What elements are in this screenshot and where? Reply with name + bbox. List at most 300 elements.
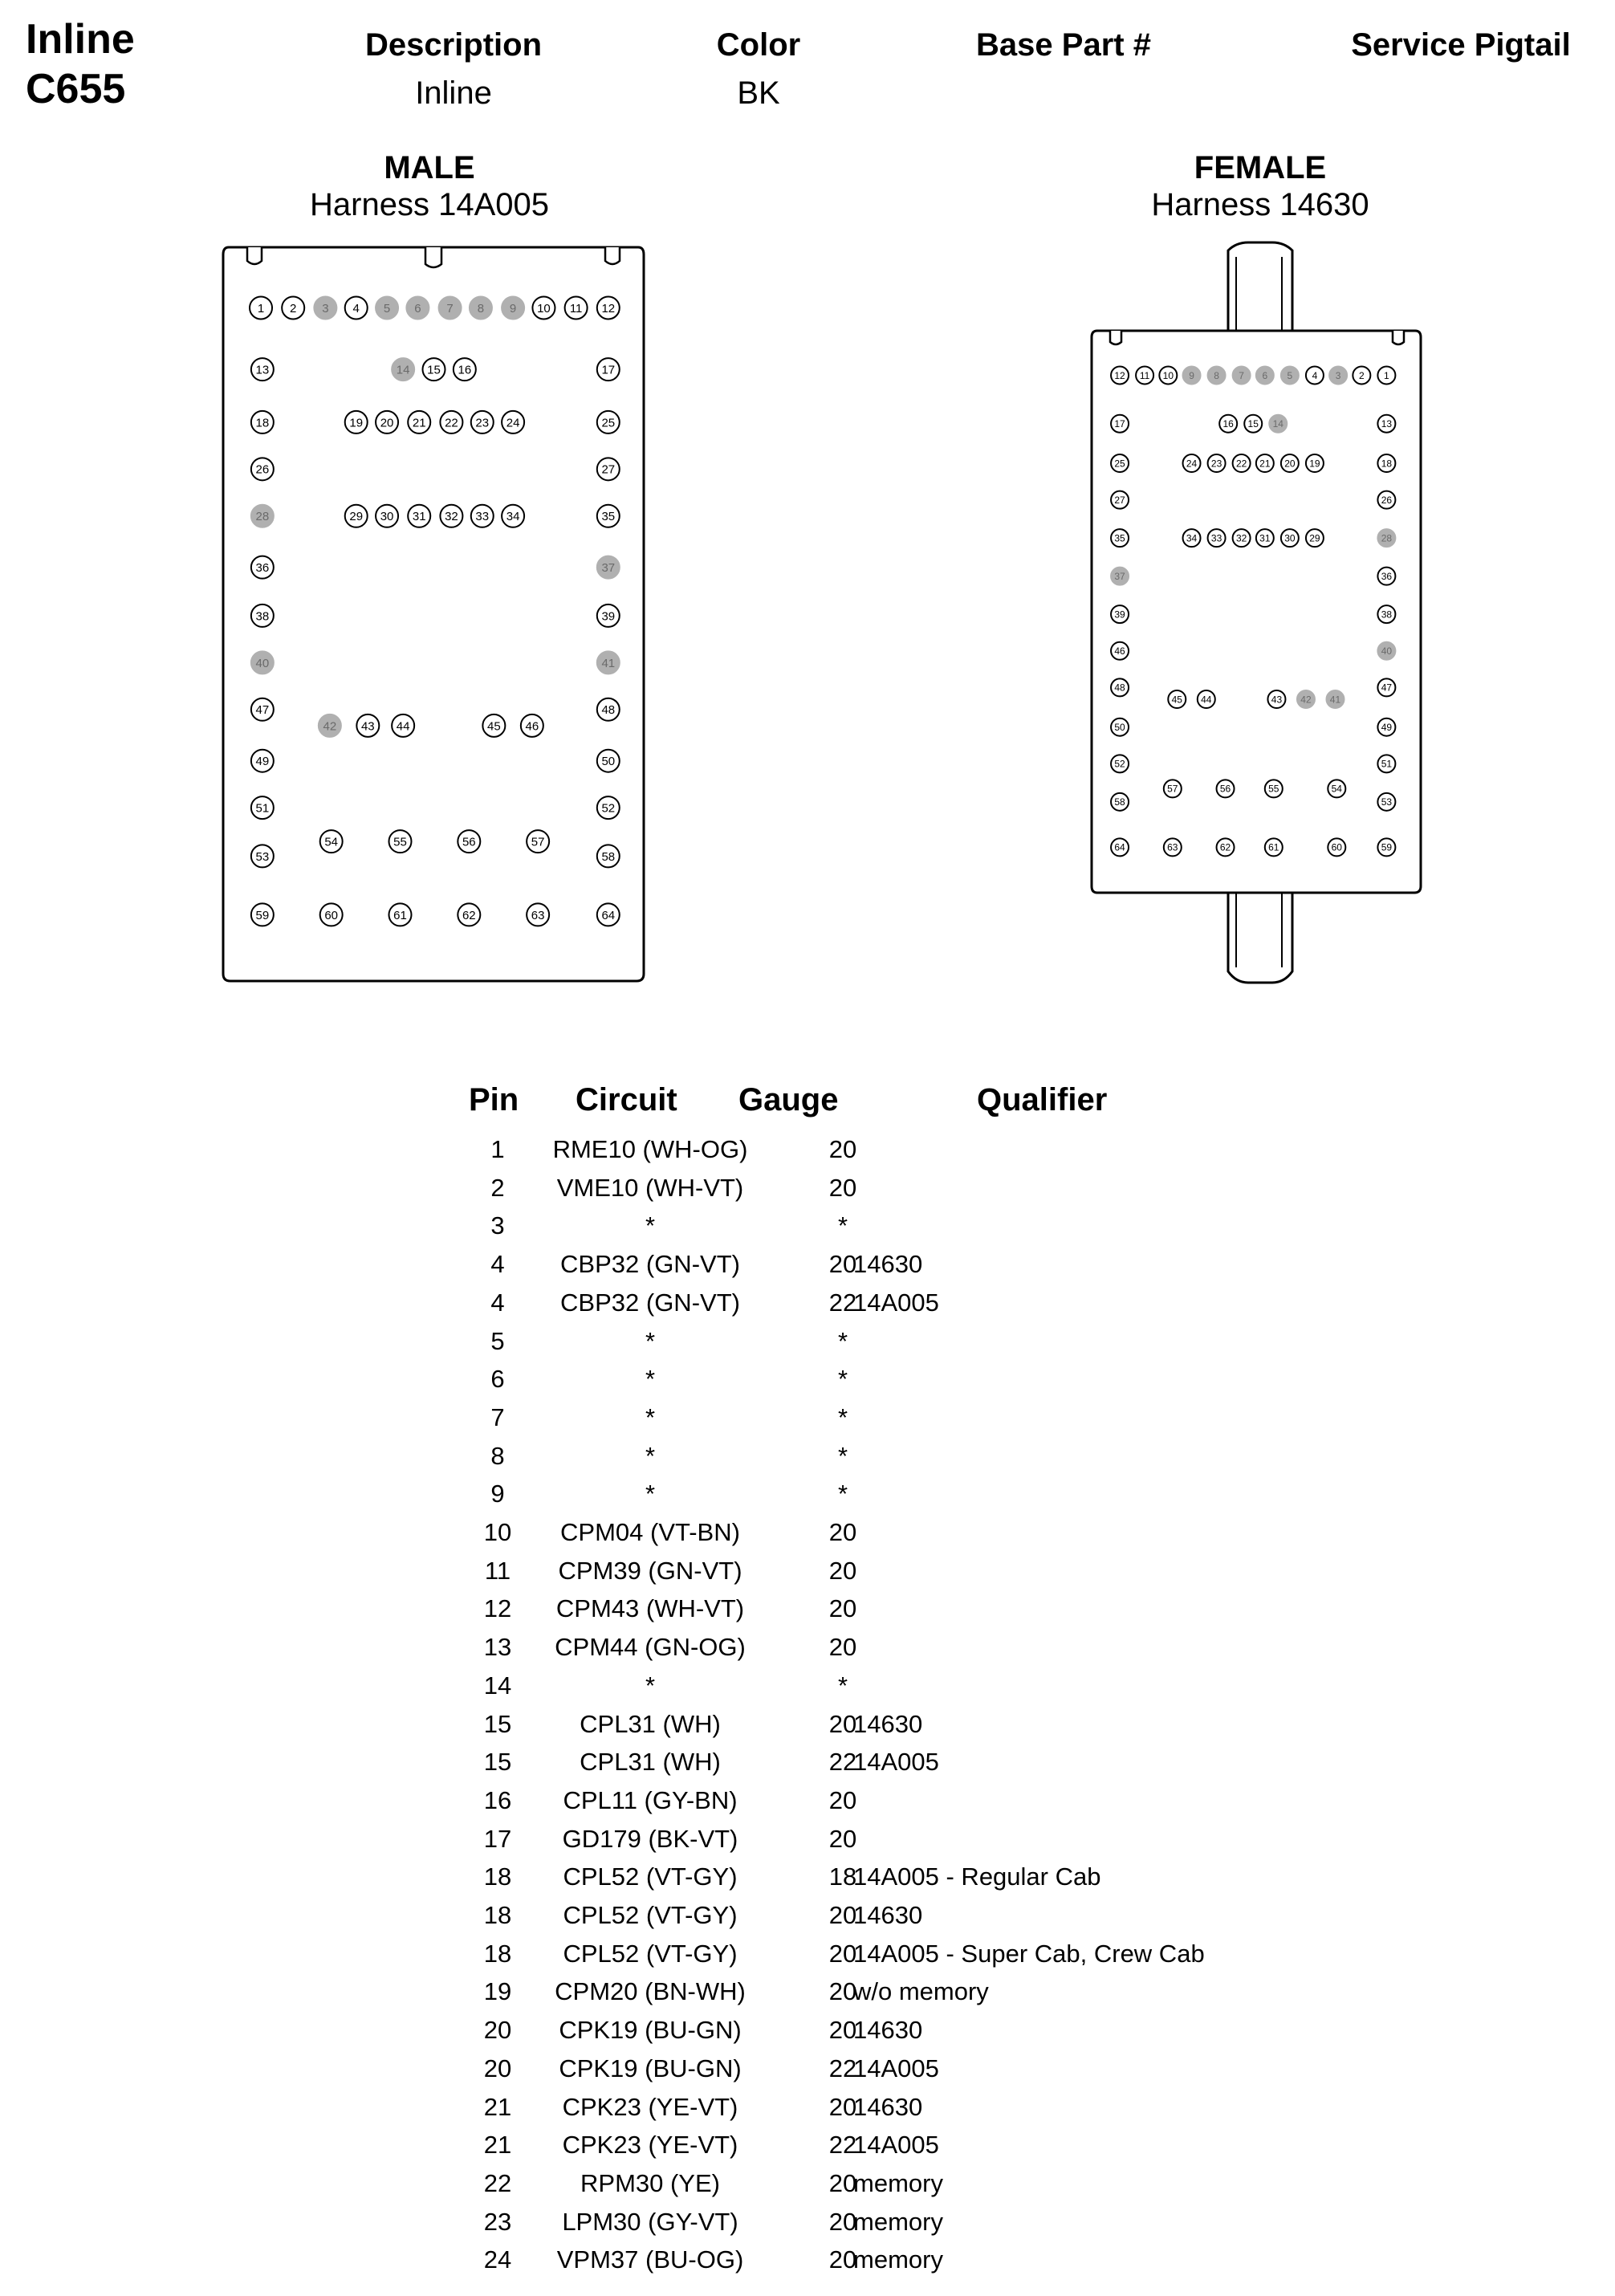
- male-pin: [597, 845, 620, 867]
- pin-number: 30: [1284, 532, 1296, 544]
- pin-number: 25: [1114, 458, 1125, 470]
- table-row: [450, 1743, 1413, 1781]
- gauge-cell: 20: [828, 1135, 857, 1163]
- pin-number: 27: [601, 462, 616, 477]
- male-harness: Harness 14A005: [310, 187, 549, 222]
- male-pin: [251, 358, 274, 381]
- pin-cell: 21: [483, 2092, 512, 2121]
- female-connector-face: [1088, 241, 1433, 987]
- table-row: [450, 1781, 1413, 1820]
- table-row: [450, 2126, 1413, 2164]
- male-heading: [269, 149, 590, 223]
- female-pin: [1208, 366, 1226, 384]
- female-pin: [1328, 780, 1345, 797]
- female-pin: [1111, 454, 1129, 472]
- table-row: [450, 1437, 1413, 1476]
- male-pin: [251, 903, 274, 926]
- male-pin: [388, 830, 411, 853]
- pin-number: 32: [445, 510, 458, 524]
- pin-number: 7: [1239, 369, 1244, 381]
- pin-number: 51: [1381, 758, 1393, 770]
- male-pin: [251, 458, 274, 480]
- circuit-cell: *: [645, 1480, 656, 1508]
- table-row: [450, 2241, 1413, 2279]
- female-pin: [1377, 719, 1395, 736]
- circuit-cell: CPL11 (GY-BN): [563, 1785, 738, 1814]
- pin-number: 40: [255, 656, 270, 670]
- table-row: [450, 1896, 1413, 1935]
- pin-number: 37: [601, 561, 616, 576]
- pin-number: 46: [525, 719, 539, 734]
- qualifier-cell: memory: [853, 2245, 943, 2274]
- pin-number: 1: [257, 301, 265, 315]
- male-pin: [251, 605, 274, 627]
- pin-number: 26: [255, 462, 270, 477]
- pin-number: 11: [569, 301, 583, 315]
- gauge-cell: 20: [828, 1824, 857, 1853]
- male-pin: [597, 556, 620, 579]
- male-pin: [597, 358, 620, 381]
- male-pin: [597, 903, 620, 926]
- pin-number: 61: [393, 908, 407, 922]
- qualifier-column-header: Qualifier: [977, 1082, 1108, 1117]
- pin-number: 30: [380, 510, 394, 524]
- pin-number: 44: [396, 719, 410, 734]
- circuit-cell: CPK23 (YE-VT): [562, 2131, 738, 2160]
- table-row: [450, 1935, 1413, 1973]
- female-pin: [1111, 415, 1129, 433]
- pin-number: 15: [1247, 418, 1259, 430]
- female-pin: [1256, 529, 1274, 547]
- qualifier-cell: 14A005: [853, 2131, 939, 2160]
- female-pin: [1377, 415, 1395, 433]
- male-pin: [314, 296, 336, 319]
- pin-number: 47: [1381, 682, 1393, 694]
- pin-cell: 13: [483, 1633, 512, 1662]
- pin-number: 53: [1381, 796, 1393, 808]
- gauge-cell: 22: [828, 2054, 857, 2082]
- male-pin: [597, 605, 620, 627]
- pin-number: 50: [1114, 722, 1125, 734]
- male-pin: [527, 903, 549, 926]
- pin-number: 48: [1114, 682, 1125, 694]
- pin-column-header: Pin: [469, 1082, 519, 1117]
- pin-number: 63: [531, 908, 545, 922]
- table-row: [450, 1398, 1413, 1437]
- gauge-cell: 20: [828, 1518, 857, 1546]
- male-pin: [440, 411, 462, 434]
- circuit-cell: LPM30 (GY-VT): [562, 2207, 738, 2236]
- female-pin: [1198, 690, 1215, 708]
- table-row: [450, 1130, 1413, 1169]
- male-pin: [388, 903, 411, 926]
- female-pin: [1265, 780, 1283, 797]
- pin-number: 16: [458, 363, 472, 377]
- connector-type: Inline: [26, 16, 135, 63]
- female-pin: [1377, 793, 1395, 811]
- pin-number: 12: [601, 301, 616, 315]
- female-pin: [1208, 454, 1226, 472]
- pin-number: 5: [383, 301, 391, 315]
- pin-number: 59: [255, 908, 270, 922]
- pin-cell: 2: [490, 1173, 505, 1202]
- circuit-cell: RME10 (WH-OG): [552, 1135, 748, 1163]
- female-pin: [1183, 529, 1201, 547]
- circuit-cell: GD179 (BK-VT): [562, 1824, 738, 1853]
- pin-cell: 22: [483, 2168, 512, 2197]
- pin-number: 24: [1186, 458, 1198, 470]
- female-pin: [1377, 678, 1395, 696]
- pin-cell: 4: [490, 1288, 505, 1317]
- table-row: [450, 2164, 1413, 2203]
- gauge-cell: 18: [828, 1862, 857, 1891]
- male-pin: [319, 714, 341, 737]
- gauge-cell: *: [837, 1671, 848, 1700]
- female-pin: [1233, 529, 1251, 547]
- pin-number: 41: [601, 656, 616, 670]
- male-pin: [251, 651, 274, 674]
- color-label: Color: [716, 27, 801, 63]
- pin-number: 18: [255, 416, 270, 430]
- pin-number: 29: [349, 510, 364, 524]
- pin-number: 45: [487, 719, 501, 734]
- qualifier-cell: memory: [853, 2168, 943, 2197]
- pin-cell: 19: [483, 1977, 512, 2006]
- connector-title: [26, 14, 135, 114]
- pin-cell: 14: [483, 1671, 512, 1700]
- male-pin: [502, 411, 524, 434]
- pin-number: 60: [1331, 841, 1342, 853]
- circuit-cell: *: [645, 1402, 656, 1431]
- pin-number: 59: [1381, 841, 1393, 853]
- female-pin: [1353, 366, 1370, 384]
- female-pin: [1159, 366, 1177, 384]
- service-pigtail-label: Service Pigtail: [1351, 27, 1571, 63]
- male-pin: [471, 505, 494, 527]
- female-pin: [1217, 838, 1235, 856]
- female-pin: [1111, 642, 1129, 660]
- pin-number: 57: [531, 835, 545, 849]
- circuit-cell: CPK23 (YE-VT): [562, 2092, 738, 2121]
- table-row: [450, 1284, 1413, 1322]
- circuit-cell: CPM20 (BN-WH): [555, 1977, 746, 2006]
- male-pin: [597, 651, 620, 674]
- female-pin: [1183, 454, 1201, 472]
- circuit-cell: CPL52 (VT-GY): [563, 1901, 738, 1929]
- pin-cell: 3: [490, 1211, 505, 1240]
- female-harness: Harness 14630: [1151, 187, 1369, 222]
- pin-number: 8: [477, 301, 485, 315]
- description-column: [313, 26, 594, 112]
- table-row: [450, 1513, 1413, 1552]
- female-pin: [1111, 568, 1129, 585]
- pin-number: 44: [1201, 694, 1212, 706]
- female-pin: [1111, 678, 1129, 696]
- pin-cell: 12: [483, 1594, 512, 1623]
- table-row: [450, 1552, 1413, 1590]
- pin-number: 64: [1114, 841, 1125, 853]
- qualifier-cell: 14630: [853, 1901, 923, 1929]
- female-pin: [1329, 366, 1347, 384]
- pin-number: 17: [601, 363, 616, 377]
- base-part-column: [915, 26, 1212, 74]
- female-pin: [1256, 454, 1274, 472]
- pin-number: 19: [1309, 458, 1320, 470]
- female-pin: [1168, 690, 1186, 708]
- pin-number: 19: [349, 416, 364, 430]
- gauge-cell: 20: [828, 2016, 857, 2045]
- table-row: [450, 1628, 1413, 1667]
- pin-number: 58: [1114, 796, 1125, 808]
- male-pin: [376, 411, 398, 434]
- pin-number: 49: [1381, 722, 1393, 734]
- qualifier-cell: 14A005: [853, 1748, 939, 1777]
- female-pin: [1377, 491, 1395, 509]
- pin-number: 45: [1171, 694, 1182, 706]
- male-pin: [408, 411, 430, 434]
- pin-number: 5: [1287, 369, 1293, 381]
- male-pin: [356, 714, 379, 737]
- qualifier-cell: 14630: [853, 1709, 923, 1738]
- female-pin: [1326, 690, 1344, 708]
- pin-number: 24: [506, 416, 520, 430]
- female-pin: [1328, 838, 1345, 856]
- female-pin: [1281, 366, 1299, 384]
- pin-number: 60: [324, 908, 339, 922]
- pin-number: 34: [1186, 532, 1198, 544]
- pin-number: 27: [1114, 494, 1125, 506]
- female-pin: [1377, 755, 1395, 772]
- female-pin: [1306, 454, 1324, 472]
- circuit-cell: VME10 (WH-VT): [556, 1173, 744, 1202]
- gauge-cell: 22: [828, 1288, 857, 1317]
- pin-number: 23: [475, 416, 490, 430]
- pin-number: 43: [360, 719, 375, 734]
- pin-cell: 5: [490, 1326, 505, 1355]
- male-pin: [376, 505, 398, 527]
- pin-cell: 18: [483, 1939, 512, 1968]
- pin-cell: 4: [490, 1250, 505, 1279]
- qualifier-cell: 14A005 - Super Cab, Crew Cab: [853, 1939, 1205, 1968]
- gauge-cell: 20: [828, 1173, 857, 1202]
- connector-id: C655: [26, 66, 126, 112]
- gauge-cell: *: [837, 1326, 848, 1355]
- female-pin: [1111, 605, 1129, 623]
- female-pin: [1306, 529, 1324, 547]
- circuit-cell: *: [645, 1365, 656, 1394]
- gauge-cell: 22: [828, 2131, 857, 2160]
- female-pin: [1377, 642, 1395, 660]
- pin-number: 50: [601, 755, 616, 769]
- pin-cell: 16: [483, 1785, 512, 1814]
- pin-number: 62: [462, 908, 476, 922]
- female-pin: [1111, 491, 1129, 509]
- male-pin: [454, 358, 476, 381]
- circuit-cell: CPM44 (GN-OG): [555, 1633, 746, 1662]
- pin-number: 42: [323, 719, 337, 734]
- pin-number: 9: [1189, 369, 1194, 381]
- pin-number: 16: [1222, 418, 1234, 430]
- gauge-column-header: Gauge: [738, 1082, 839, 1117]
- female-title: FEMALE: [1194, 150, 1327, 185]
- male-pin: [251, 556, 274, 579]
- pin-number: 35: [1114, 532, 1125, 544]
- male-pin: [406, 296, 429, 319]
- male-pin: [597, 505, 620, 527]
- female-pin: [1111, 838, 1129, 856]
- table-row: [450, 1820, 1413, 1858]
- circuit-cell: CPL52 (VT-GY): [563, 1939, 738, 1968]
- qualifier-cell: 14630: [853, 1250, 923, 1279]
- pin-number: 28: [1381, 532, 1393, 544]
- female-pin: [1377, 838, 1395, 856]
- female-pin: [1244, 415, 1262, 433]
- male-pin: [470, 296, 492, 319]
- male-pin: [521, 714, 543, 737]
- pin-number: 13: [1381, 418, 1393, 430]
- male-pin: [251, 505, 274, 527]
- pin-cell: 8: [490, 1441, 505, 1470]
- pin-number: 20: [1284, 458, 1296, 470]
- pin-cell: 9: [490, 1480, 505, 1508]
- pin-number: 2: [1359, 369, 1365, 381]
- pin-number: 39: [601, 609, 616, 624]
- pin-number: 12: [1114, 369, 1125, 381]
- female-pin: [1111, 755, 1129, 772]
- gauge-cell: 20: [828, 2245, 857, 2274]
- table-row: [450, 1667, 1413, 1705]
- male-pin: [597, 411, 620, 434]
- male-pin: [440, 505, 462, 527]
- pin-number: 36: [255, 561, 270, 576]
- pin-number: 56: [462, 835, 476, 849]
- pin-cell: 18: [483, 1862, 512, 1891]
- gauge-cell: 20: [828, 1939, 857, 1968]
- pin-number: 14: [1272, 418, 1283, 430]
- base-part-label: Base Part #: [976, 27, 1151, 63]
- pin-number: 4: [352, 301, 360, 315]
- pin-number: 40: [1381, 645, 1393, 657]
- male-pin: [439, 296, 462, 319]
- male-pin: [502, 296, 524, 319]
- male-title: MALE: [384, 150, 475, 185]
- table-row: [450, 2011, 1413, 2050]
- gauge-cell: 20: [828, 1633, 857, 1662]
- pin-cell: 20: [483, 2054, 512, 2082]
- male-pin: [597, 296, 620, 319]
- female-pin: [1219, 415, 1237, 433]
- gauge-cell: *: [837, 1211, 848, 1240]
- pin-number: 15: [427, 363, 441, 377]
- table-row: [450, 1858, 1413, 1896]
- circuit-cell: CPL31 (WH): [580, 1748, 721, 1777]
- circuit-cell: CBP32 (GN-VT): [560, 1288, 740, 1317]
- pin-cell: 15: [483, 1748, 512, 1777]
- pin-number: 37: [1114, 570, 1125, 582]
- pin-number: 52: [601, 801, 616, 816]
- pin-cell: 20: [483, 2016, 512, 2045]
- pin-number: 52: [1114, 758, 1125, 770]
- pin-number: 49: [255, 755, 270, 769]
- gauge-cell: 20: [828, 2207, 857, 2236]
- pin-number: 33: [475, 510, 490, 524]
- pin-number: 21: [1259, 458, 1271, 470]
- pin-number: 31: [1259, 532, 1271, 544]
- qualifier-cell: 14630: [853, 2016, 923, 2045]
- pin-number: 23: [1210, 458, 1222, 470]
- circuit-cell: VPM37 (BU-OG): [556, 2245, 744, 2274]
- pin-number: 63: [1167, 841, 1178, 853]
- circuit-cell: *: [645, 1326, 656, 1355]
- male-pin: [597, 796, 620, 819]
- gauge-cell: 20: [828, 1250, 857, 1279]
- male-pin: [345, 411, 368, 434]
- pin-number: 58: [601, 849, 616, 864]
- male-pin: [251, 750, 274, 772]
- pin-number: 28: [255, 510, 270, 524]
- pin-cell: 21: [483, 2131, 512, 2160]
- female-pin: [1164, 780, 1182, 797]
- male-pin: [251, 796, 274, 819]
- circuit-cell: *: [645, 1671, 656, 1700]
- male-pin: [502, 505, 524, 527]
- table-row: [450, 1705, 1413, 1744]
- pin-number: 6: [414, 301, 421, 315]
- female-pin: [1297, 690, 1315, 708]
- pin-number: 38: [1381, 609, 1393, 621]
- male-pin: [376, 296, 398, 319]
- female-pin: [1183, 366, 1201, 384]
- qualifier-cell: memory: [853, 2207, 943, 2236]
- pin-cell: 7: [490, 1402, 505, 1431]
- male-connector-face: [213, 245, 654, 983]
- pin-number: 22: [445, 416, 458, 430]
- pin-number: 4: [1312, 369, 1318, 381]
- pin-number: 38: [255, 609, 270, 624]
- male-pin: [345, 296, 368, 319]
- qualifier-cell: 14A005: [853, 1288, 939, 1317]
- table-row: [450, 2203, 1413, 2241]
- male-pin: [565, 296, 588, 319]
- pin-number: 10: [1162, 369, 1174, 381]
- pin-number: 18: [1381, 458, 1393, 470]
- male-pin: [251, 698, 274, 721]
- gauge-cell: 22: [828, 1748, 857, 1777]
- male-pin: [320, 830, 343, 853]
- gauge-cell: 20: [828, 1901, 857, 1929]
- female-pin: [1377, 366, 1395, 384]
- female-pin: [1136, 366, 1153, 384]
- pin-number: 22: [1235, 458, 1247, 470]
- circuit-cell: CPK19 (BU-GN): [559, 2016, 742, 2045]
- pin-cell: 15: [483, 1709, 512, 1738]
- male-pin: [251, 411, 274, 434]
- male-pin: [422, 358, 445, 381]
- female-pin: [1233, 366, 1251, 384]
- pin-number: 39: [1114, 609, 1125, 621]
- circuit-cell: CPL52 (VT-GY): [563, 1862, 738, 1891]
- male-pin: [345, 505, 368, 527]
- female-pin: [1377, 568, 1395, 585]
- table-row: [450, 1590, 1413, 1628]
- table-row: [450, 1169, 1413, 1207]
- table-row: [450, 1360, 1413, 1398]
- pin-number: 11: [1139, 369, 1150, 381]
- color-column: [638, 26, 879, 112]
- pin-number: 54: [1331, 783, 1342, 795]
- pin-number: 43: [1271, 694, 1283, 706]
- pin-number: 64: [601, 908, 616, 922]
